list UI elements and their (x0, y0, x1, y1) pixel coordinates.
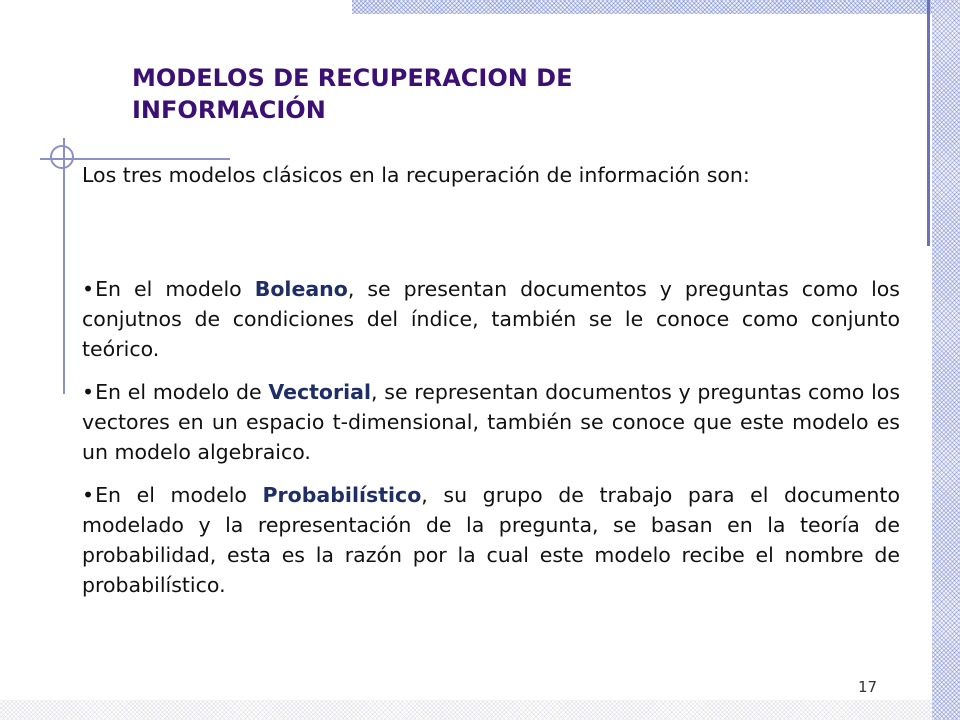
right-vertical-rule (927, 0, 930, 246)
slide-body (82, 160, 900, 613)
bullet-keyword: Probabilístico (262, 483, 422, 507)
bullet-dot-icon: • (82, 483, 95, 507)
bullet-dot-icon: • (82, 380, 95, 404)
bottom-decorative-pattern (0, 700, 932, 720)
intro-paragraph: Los tres modelos clásicos en la recuperación de información son: (82, 163, 750, 187)
right-decorative-pattern (932, 0, 960, 720)
bullet-pre: En el modelo (95, 483, 263, 507)
bullet-pre: En el modelo de (95, 380, 269, 404)
bullet-keyword: Vectorial (268, 380, 372, 404)
bullet-post: , se representan documentos y preguntas como los vectores en un espacio t-dimensional, también se conoce que este modelo es un modelo algebraico. (82, 380, 901, 464)
bullet-probabilistico (82, 480, 900, 600)
title-line-2: INFORMACIÓN (132, 96, 326, 124)
left-vertical-rule (63, 138, 65, 394)
bullet-post: , su grupo de trabajo para el documento modelado y la representación de la pregunta, se basan en la teoría de probabilidad, esta es la razón por la cual este modelo recibe el nombre de probabilístico. (82, 483, 900, 597)
slide-title (132, 62, 752, 126)
bullet-dot-icon: • (82, 277, 95, 301)
page-number: 17 (858, 678, 878, 696)
crosshair-circle-icon (50, 145, 74, 169)
bullet-vectorial (82, 377, 900, 467)
bullet-boleano (82, 274, 900, 364)
bullet-keyword: Boleano (254, 277, 348, 301)
top-decorative-pattern (352, 0, 960, 14)
title-line-1: MODELOS DE RECUPERACION DE (132, 64, 573, 92)
bullet-post: , se presentan documentos y preguntas como los conjutnos de condiciones del índice, también se le conoce como conjunto teórico. (82, 277, 900, 361)
bullet-pre: En el modelo (95, 277, 255, 301)
